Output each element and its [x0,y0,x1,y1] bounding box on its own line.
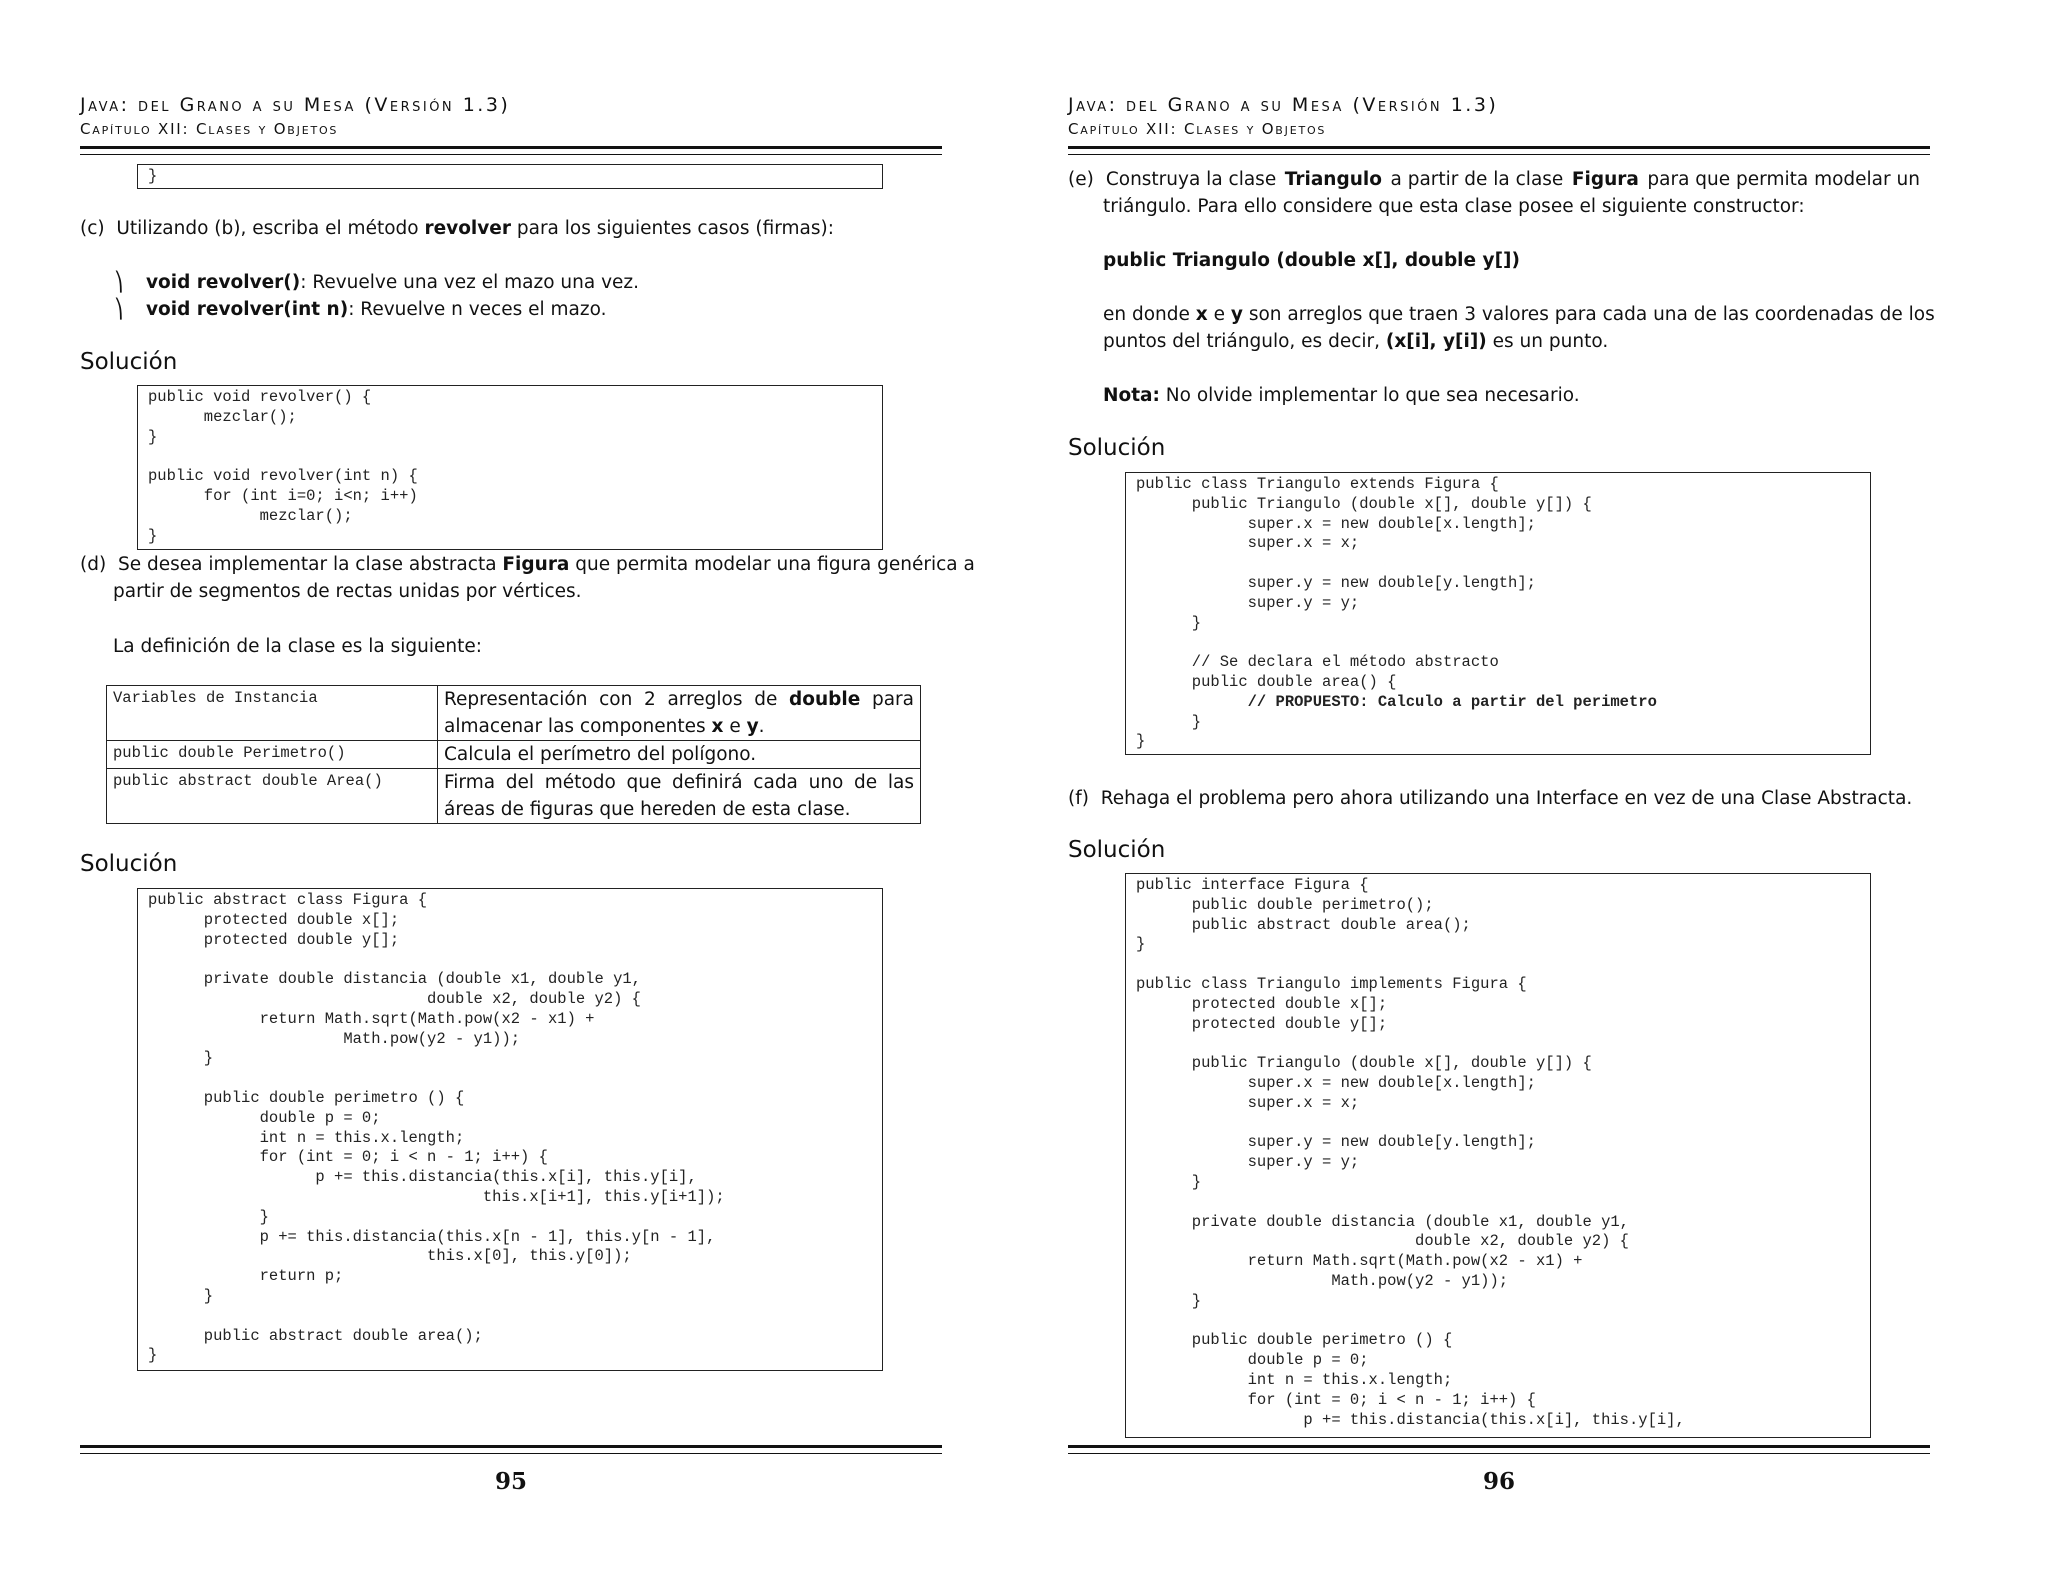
item-c: (c) Utilizando (b), escriba el método revolver para los siguientes casos (firmas): [80,218,834,239]
book-title: Java: del Grano a su Mesa (Versión 1.3) [1068,94,1499,116]
solucion-heading: Solución [1068,435,1166,461]
table-member: public abstract double Area() [107,769,438,824]
right-page [990,0,1980,1582]
solucion-heading: Solución [80,349,178,375]
chapter-title: Capítulo XII: Clases y Objetos [80,120,339,138]
item-e-desc-line1: en donde x e y son arreglos que traen 3 valores para cada una de las coordenadas de los [1103,304,1935,325]
code-box-triangulo [1125,472,1871,755]
code-triangulo: public class Triangulo extends Figura { public Triangulo (double x[], double y[]) { super.x = new double[x.length]; super.x = x; super.y = new double[y.length]; super.y = y; } // Se declara el método abstracto public double area() { // PROPUESTO: Calculo a partir del perimetro } } [1136,475,1657,751]
solucion-heading: Solución [80,851,178,877]
item-d-line1: (d) Se desea implementar la clase abstracta Figura que permita modelar una figura genérica a [80,554,975,575]
header-rule [80,146,942,155]
table-desc: Calcula el perímetro del polígono. [438,741,921,769]
chapter-title: Capítulo XII: Clases y Objetos [1068,120,1327,138]
left-page [0,0,990,1582]
table-desc: Firma del método que definirá cada uno de las áreas de figuras que hereden de esta clase. [438,769,921,824]
solucion-heading: Solución [1068,837,1166,863]
bullet-mark-icon: ⎞ [114,272,124,293]
bullet-revolver: ⎞ void revolver(): Revuelve una vez el mazo una vez. [114,269,639,296]
table-member: Variables de Instancia [107,686,438,741]
code-figura: public abstract class Figura { protected double x[]; protected double y[]; private double distancia (double x1, double y1, double x2, double y2) { return Math.sqrt(Math.pow(x2 - x1) + Math.pow(y2 - y1)); } public double perimetro () { double p = 0; int n = this.x.length; for (int = 0; i < n - 1; i++) { p += this.distancia(this.x[i], this.y[i], this.x[i+1], this.y[i+1]); } p += this.distancia(this.x[n - 1], this.y[n - 1], this.x[0], this.y[0]); return p; } public abstract double area(); } [148,891,725,1365]
constructor-signature: public Triangulo (double x[], double y[]) [1103,250,1520,271]
class-definition-table [106,685,921,824]
table-row [107,769,921,824]
footer-rule [1068,1445,1930,1454]
footer-rule [80,1445,942,1454]
page-number: 96 [1482,1468,1515,1495]
item-d-intro: La definición de la clase es la siguiente: [113,636,482,657]
page-number: 95 [494,1468,527,1495]
table-member: public double Perimetro() [107,741,438,769]
nota: Nota: No olvide implementar lo que sea necesario. [1103,385,1580,406]
item-d-line2: partir de segmentos de rectas unidas por vértices. [113,581,582,602]
code-box-interface [1125,873,1871,1438]
book-title: Java: del Grano a su Mesa (Versión 1.3) [80,94,511,116]
item-e-desc-line2: puntos del triángulo, es decir, (x[i], y[i]) es un punto. [1103,331,1609,352]
item-e-line1: (e) Construya la clase Triangulo a partir de la clase Figura para que permita modelar un [1068,169,1920,190]
table-row [107,741,921,769]
bullet-mark-icon: ⎞ [114,299,124,320]
table-desc: Representación con 2 arreglos de double para almacenar las componentes x e y. [438,686,921,741]
code-box-revolver [137,385,883,550]
bullet-revolver-n: ⎞ void revolver(int n): Revuelve n veces el mazo. [114,296,606,323]
code-interface: public interface Figura { public double perimetro(); public abstract double area(); } public class Triangulo implements Figura { protected double x[]; protected double y[]; public Triangulo (double x[], double y[]) { super.x = new double[x.length]; super.x = x; super.y = new double[y.length]; super.y = y; } private double distancia (double x1, double y1, double x2, double y2) { return Math.sqrt(Math.pow(x2 - x1) + Math.pow(y2 - y1)); } public double perimetro () { double p = 0; int n = this.x.length; for (int = 0; i < n - 1; i++) { p += this.distancia(this.x[i], this.y[i], [1136,876,1685,1429]
item-e-line2: triángulo. Para ello considere que esta clase posee el siguiente constructor: [1103,196,1805,217]
code-fragment: } [148,167,158,185]
header-rule [1068,146,1930,155]
table-row [107,686,921,741]
item-f: (f) Rehaga el problema pero ahora utilizando una Interface en vez de una Clase Abstracta. [1068,788,1913,809]
code-fragment-box [137,164,883,189]
code-revolver: public void revolver() { mezclar(); } public void revolver(int n) { for (int i=0; i<n; i++) mezclar(); } [148,388,418,545]
code-box-figura [137,888,883,1371]
